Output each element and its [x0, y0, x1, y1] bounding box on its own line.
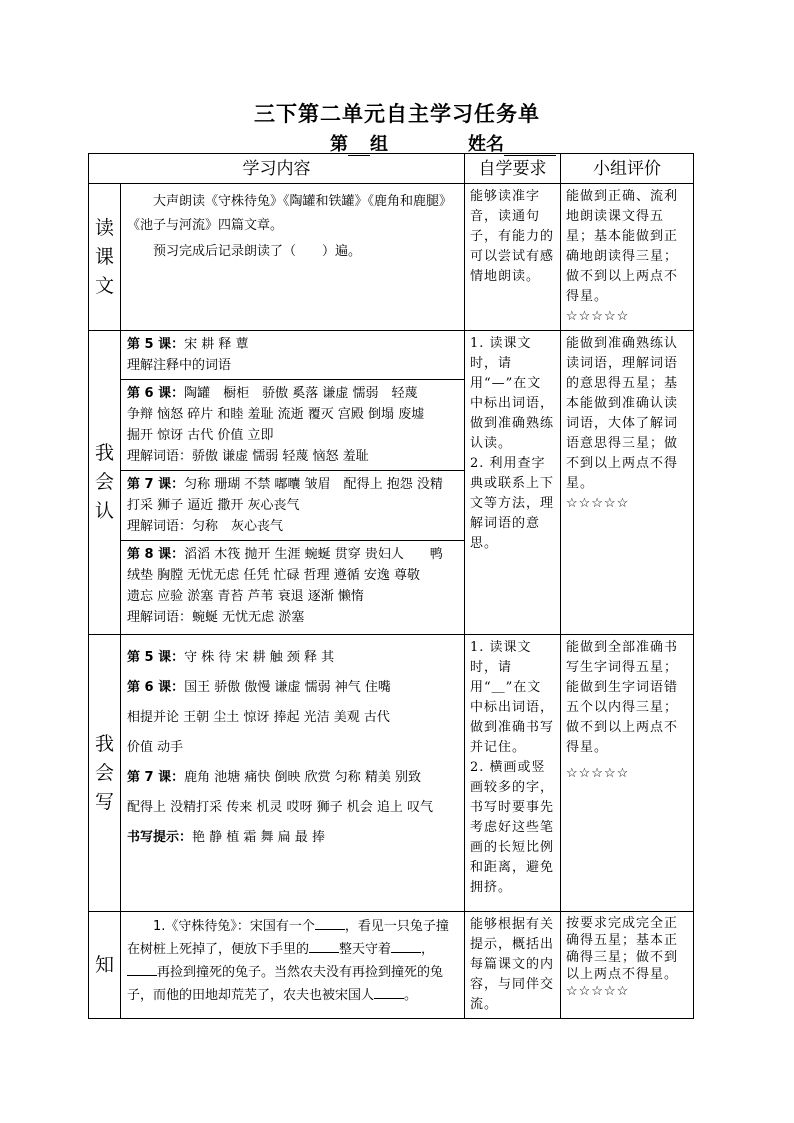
write-words: 守 株 待 宋 耕 触 颈 释 其 — [184, 650, 335, 665]
requirement-item: 1. 读课文时，请用“＿”在文中标出词语，做到准确书写并记住。 — [470, 640, 555, 755]
student-info-line — [0, 130, 794, 155]
answer-blank[interactable] — [315, 915, 345, 930]
know-content — [121, 912, 465, 1019]
name-label: 姓名 — [468, 134, 504, 155]
lesson-8-recognize — [121, 541, 464, 631]
know-requirement: 能够根据有关提示，概括出每篇课文的内容，与同伴交流。 — [465, 912, 561, 1019]
write-words: 国王 骄傲 傲慢 谦虚 懦弱 神气 住嘴 — [184, 680, 391, 695]
story-summary — [127, 915, 458, 1007]
answer-blank[interactable] — [127, 961, 157, 976]
write-evaluation — [561, 635, 694, 912]
lesson-words: 理解词语：骄傲 谦虚 懦弱 轻蔑 恼怒 羞耻 — [127, 449, 369, 464]
lesson-label: 第 8 课： — [127, 547, 185, 562]
lesson-5-recognize — [121, 331, 464, 380]
read-evaluation — [561, 184, 694, 331]
answer-blank[interactable] — [374, 984, 404, 999]
story-text: 整天守着 — [339, 942, 392, 957]
group-suffix: 组 — [370, 134, 388, 155]
recognize-evaluation — [561, 331, 694, 635]
category-recognize — [89, 331, 121, 635]
lesson-words: 掘开 惊讶 古代 价值 立即 — [127, 428, 274, 443]
star-rating[interactable]: ☆☆☆☆☆ — [566, 309, 630, 324]
answer-blank[interactable] — [391, 938, 421, 953]
recognize-requirement — [465, 331, 561, 635]
know-evaluation — [561, 912, 694, 1019]
lesson-label: 第 7 课： — [127, 770, 185, 785]
requirement-item: 2. 利用查字典或联系上下文等方法，理解词语的意思。 — [470, 456, 555, 551]
lesson-words: 争辩 恼怒 碎片 和睦 羞耻 流逝 覆灭 宫殿 倒塌 废墟 — [127, 407, 425, 422]
header-evaluation: 小组评价 — [561, 154, 694, 184]
lesson-label: 第 5 课： — [127, 650, 185, 665]
category-char: 读 — [94, 216, 114, 239]
lesson-words: 滔滔 木筏 抛开 生涯 蜿蜒 贯穿 贵妇人 鸭 — [184, 547, 443, 562]
lesson-label: 第 7 课： — [127, 477, 185, 492]
lesson-7-recognize — [121, 471, 464, 541]
lesson-words: 打采 狮子 逼近 撒开 灰心丧气 — [127, 498, 300, 513]
write-content — [121, 635, 465, 912]
table-row-recognize — [89, 331, 694, 635]
category-write — [89, 635, 121, 912]
story-text: 再捡到撞死的兔子。当然农夫没有再捡到撞死的兔子，而他的田地却荒芜了，农夫也被宋国人 — [127, 965, 444, 1003]
star-rating[interactable]: ☆☆☆☆☆ — [566, 984, 630, 999]
table-row-read — [89, 184, 694, 331]
read-requirement: 能够读准字音，读通句子，有能力的可以尝试有感情地朗读。 — [465, 184, 561, 331]
lesson-words: 理解注释中的词语 — [127, 358, 232, 373]
category-char: 我 — [94, 732, 114, 755]
lesson-words: 遗忘 应验 淤塞 青苔 芦苇 衰退 逐渐 懒惰 — [127, 589, 364, 604]
writing-tip-label: 书写提示： — [127, 830, 193, 845]
story-text: 。 — [404, 988, 418, 1003]
lesson-words: 陶罐 橱柜 骄傲 奚落 谦虚 懦弱 轻蔑 — [184, 386, 418, 401]
recognize-evaluation-text: 能做到准确熟练认读词语，理解词语的意思得五星；基本能做到准确认读词语，大体了解词语意思得三星；做不到以上两点不得星。 — [566, 336, 679, 491]
table-header-row — [89, 154, 694, 184]
write-requirement — [465, 635, 561, 912]
read-count-record: 预习完成后记录朗读了（ ）遍。 — [153, 244, 362, 259]
story-text: ， — [421, 942, 435, 957]
recognize-content — [121, 331, 465, 635]
category-char: 知 — [94, 953, 114, 976]
lesson-label: 第 6 课： — [127, 680, 185, 695]
lesson-words: 理解词语：蜿蜒 无忧无虑 淤塞 — [127, 610, 305, 625]
requirement-item: 2. 横画或竖画较多的字，书写时要事先考虑好这些笔画的长短比例和距离，避免拥挤。 — [470, 760, 555, 895]
write-words: 价值 动手 — [127, 740, 184, 755]
read-instruction: 大声朗读《守株待兔》《陶罐和铁罐》《鹿角和鹿腿》《池子与河流》四篇文章。 — [127, 194, 453, 233]
page-title: 三下第二单元自主学习任务单 — [254, 102, 540, 126]
table-row-know — [89, 912, 694, 1019]
category-char: 文 — [94, 274, 114, 297]
story-text: ，看见一只兔子撞在树桩上死掉了，便放下手里的 — [127, 919, 449, 957]
lesson-words: 绒垫 胸膛 无忧无虑 任凭 忙碌 哲理 遵循 安逸 尊敬 — [127, 568, 421, 583]
lesson-words: 匀称 珊瑚 不禁 嘟囔 皱眉 配得上 抱怨 没精 — [184, 477, 443, 492]
story-text: 1.《守株待兔》：宋国有一个 — [153, 919, 315, 934]
write-evaluation-text: 能做到全部准确书写生字词得五星；能做到生字词语错五个以内得三星；做不到以上两点不得星。 — [566, 640, 679, 755]
lesson-words: 理解词语：匀称 灰心丧气 — [127, 519, 284, 534]
header-requirement: 自学要求 — [465, 154, 561, 184]
category-char: 我 — [94, 442, 114, 464]
task-table — [88, 153, 694, 1019]
read-evaluation-text: 能做到正确、流利地朗读课文得五星；基本能做到正确地朗读得三星；做不到以上两点不得星。 — [566, 189, 679, 304]
lesson-label: 第 6 课： — [127, 386, 185, 401]
category-char: 会 — [94, 471, 114, 493]
write-words: 艳 静 植 霜 舞 扁 最 捧 — [192, 830, 325, 845]
table-row-write — [89, 635, 694, 912]
category-char: 课 — [94, 245, 114, 268]
lesson-6-recognize — [121, 380, 464, 471]
write-words: 鹿角 池塘 痛快 倒映 欣赏 匀称 精美 别致 — [184, 770, 422, 785]
lesson-words: 宋 耕 释 蕈 — [184, 337, 249, 352]
write-words: 相提并论 王朝 尘土 惊讶 捧起 光洁 美观 古代 — [127, 710, 390, 725]
category-char: 认 — [94, 500, 114, 522]
group-prefix: 第 — [330, 134, 348, 155]
header-content: 学习内容 — [89, 154, 465, 184]
requirement-item: 1. 读课文时，请用“—”在文中标出词语，做到准确熟练认读。 — [470, 336, 555, 451]
category-char: 写 — [94, 790, 114, 813]
category-read — [89, 184, 121, 331]
answer-blank[interactable] — [309, 938, 339, 953]
star-rating[interactable]: ☆☆☆☆☆ — [566, 496, 630, 511]
star-rating[interactable]: ☆☆☆☆☆ — [566, 766, 630, 781]
lesson-label: 第 5 课： — [127, 337, 185, 352]
know-evaluation-text: 按要求完成完全正确得五星；基本正确得三星；做不到以上两点不得星。 — [566, 916, 679, 982]
read-content — [121, 184, 465, 331]
write-words: 配得上 没精打采 传来 机灵 哎呀 狮子 机会 追上 叹气 — [127, 800, 434, 815]
category-char: 会 — [94, 761, 114, 784]
category-know — [89, 912, 121, 1019]
